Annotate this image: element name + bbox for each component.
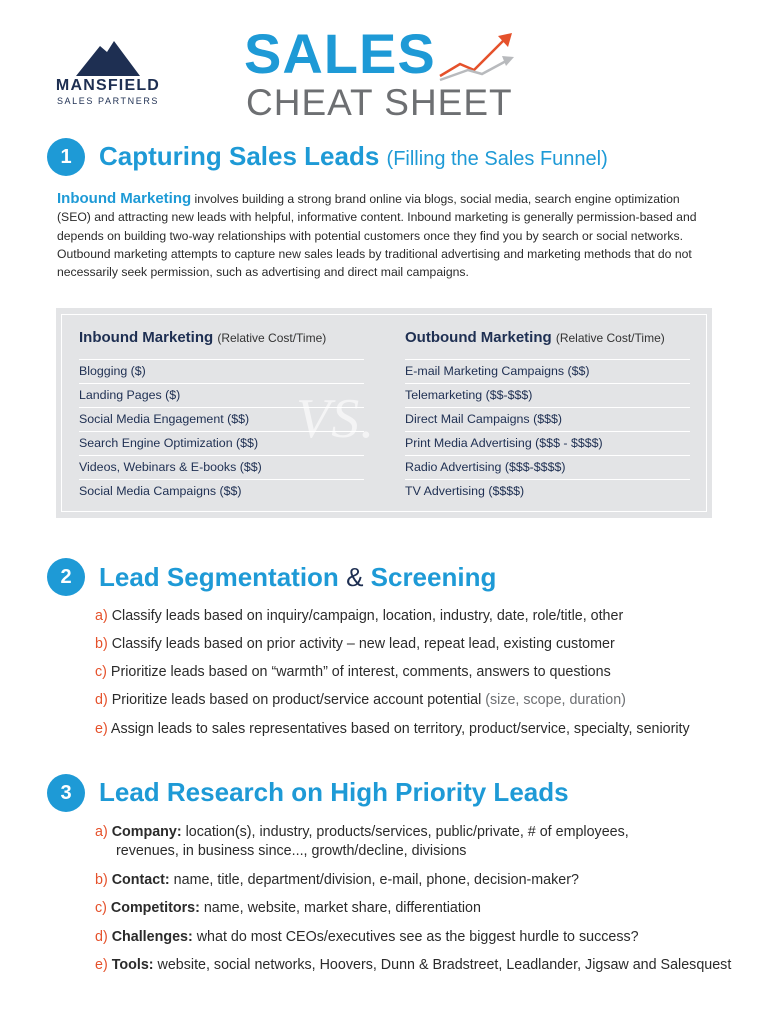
item-text: name, website, market share, differentiation xyxy=(203,900,481,916)
item-letter: d) xyxy=(95,929,108,945)
list-item: Blogging ($) xyxy=(79,360,364,384)
item-text: Prioritize leads based on “warmth” of interest, comments, answers to questions xyxy=(110,664,611,680)
list-item xyxy=(95,929,639,945)
comparison-panel xyxy=(56,308,712,518)
section-1-title xyxy=(99,143,608,169)
list-item: Social Media Campaigns ($$) xyxy=(79,484,242,498)
item-letter: e) xyxy=(95,957,108,973)
item-letter: e) xyxy=(95,721,108,737)
item-label: Contact: xyxy=(111,872,170,888)
section-2-title-b: Screening xyxy=(370,562,497,592)
section-3-number: 3 xyxy=(47,774,85,812)
title-cheat-sheet: CHEAT SHEET xyxy=(246,82,513,123)
item-letter: a) xyxy=(95,824,108,840)
list-item: Telemarketing ($$-$$$) xyxy=(405,384,690,408)
list-item xyxy=(95,824,629,840)
list-item xyxy=(95,872,579,888)
item-text: Prioritize leads based on product/service account potential xyxy=(111,692,482,708)
outbound-note: (Relative Cost/Time) xyxy=(555,331,665,345)
mountain-logo-icon xyxy=(76,38,140,76)
item-label: Competitors: xyxy=(110,900,200,916)
item-text: location(s), industry, products/services, public/private, # of employees, xyxy=(185,824,629,840)
section-1-title-text: Capturing Sales Leads xyxy=(99,141,380,171)
list-item: Social Media Engagement ($$) xyxy=(79,408,364,432)
item-letter: c) xyxy=(95,664,107,680)
item-label: Challenges: xyxy=(111,929,193,945)
item-letter: a) xyxy=(95,608,108,624)
list-item: Search Engine Optimization ($$) xyxy=(79,432,364,456)
intro-lead: Inbound Marketing xyxy=(57,190,192,207)
item-label: Tools: xyxy=(111,957,154,973)
inbound-note: (Relative Cost/Time) xyxy=(217,331,327,345)
title-sales: SALES xyxy=(244,22,436,85)
outbound-title: Outbound Marketing xyxy=(405,329,552,346)
item-letter: b) xyxy=(95,872,108,888)
list-item: Radio Advertising ($$$-$$$$) xyxy=(405,456,690,480)
vs-watermark: VS. xyxy=(296,388,376,450)
list-item: Print Media Advertising ($$$ - $$$$) xyxy=(405,432,690,456)
outbound-column xyxy=(405,329,690,503)
list-item xyxy=(95,636,615,652)
intro-body: involves building a strong brand online via blogs, social media, search engine optimization (SEO) and attracting new leads with helpful, informative content. Inbound marketing is generally permission-based and depends on building two-way relationships with potential customers once they find you by search or social networks. Outbound marketing attempts to capture new sales leads by traditional advertising and marketing methods that do not necessarily seek permission, such as advertising and direct mail campaigns. xyxy=(57,192,697,280)
item-letter: c) xyxy=(95,900,107,916)
inbound-title: Inbound Marketing xyxy=(79,329,214,346)
item-text: website, social networks, Hoovers, Dunn & Bradstreet, Leadlander, Jigsaw and Salesquest xyxy=(157,957,732,973)
list-item xyxy=(95,692,626,708)
section-3-title: Lead Research on High Priority Leads xyxy=(99,777,569,807)
item-text: Classify leads based on prior activity – new lead, repeat lead, existing customer xyxy=(111,636,615,652)
section-2-number: 2 xyxy=(47,558,85,596)
item-label: Company: xyxy=(111,824,182,840)
list-item: TV Advertising ($$$$) xyxy=(405,484,525,498)
inbound-header xyxy=(79,329,364,360)
item-letter: d) xyxy=(95,692,108,708)
logo-name: MANSFIELD xyxy=(55,77,161,94)
list-item: E-mail Marketing Campaigns ($$) xyxy=(405,360,690,384)
trend-arrows-icon xyxy=(438,30,516,82)
section-2-amp: & xyxy=(346,562,364,592)
list-item xyxy=(95,957,731,973)
item-text: name, title, department/division, e-mail, phone, decision-maker? xyxy=(173,872,579,888)
section-2-title-a: Lead Segmentation xyxy=(99,562,339,592)
list-item: Landing Pages ($) xyxy=(79,384,364,408)
item-letter: b) xyxy=(95,636,108,652)
list-item-continuation: revenues, in business since..., growth/decline, divisions xyxy=(116,843,467,859)
outbound-header xyxy=(405,329,690,360)
inbound-column xyxy=(79,329,364,503)
logo-subtitle: SALES PARTNERS xyxy=(56,96,160,106)
list-item: Videos, Webinars & E-books ($$) xyxy=(79,456,364,480)
section-1-subtitle: (Filling the Sales Funnel) xyxy=(386,148,608,170)
list-item xyxy=(95,721,690,737)
item-text: what do most CEOs/executives see as the biggest hurdle to success? xyxy=(196,929,639,945)
section-1-number: 1 xyxy=(47,138,85,176)
intro-paragraph xyxy=(57,190,697,281)
item-text: Assign leads to sales representatives based on territory, product/service, specialty, seniority xyxy=(110,721,690,737)
list-item xyxy=(95,900,481,916)
list-item xyxy=(95,664,611,680)
list-item xyxy=(95,608,623,624)
section-2-title xyxy=(99,564,496,590)
list-item: Direct Mail Campaigns ($$$) xyxy=(405,408,690,432)
item-note: (size, scope, duration) xyxy=(485,692,626,708)
item-text: Classify leads based on inquiry/campaign, location, industry, date, role/title, other xyxy=(111,608,624,624)
